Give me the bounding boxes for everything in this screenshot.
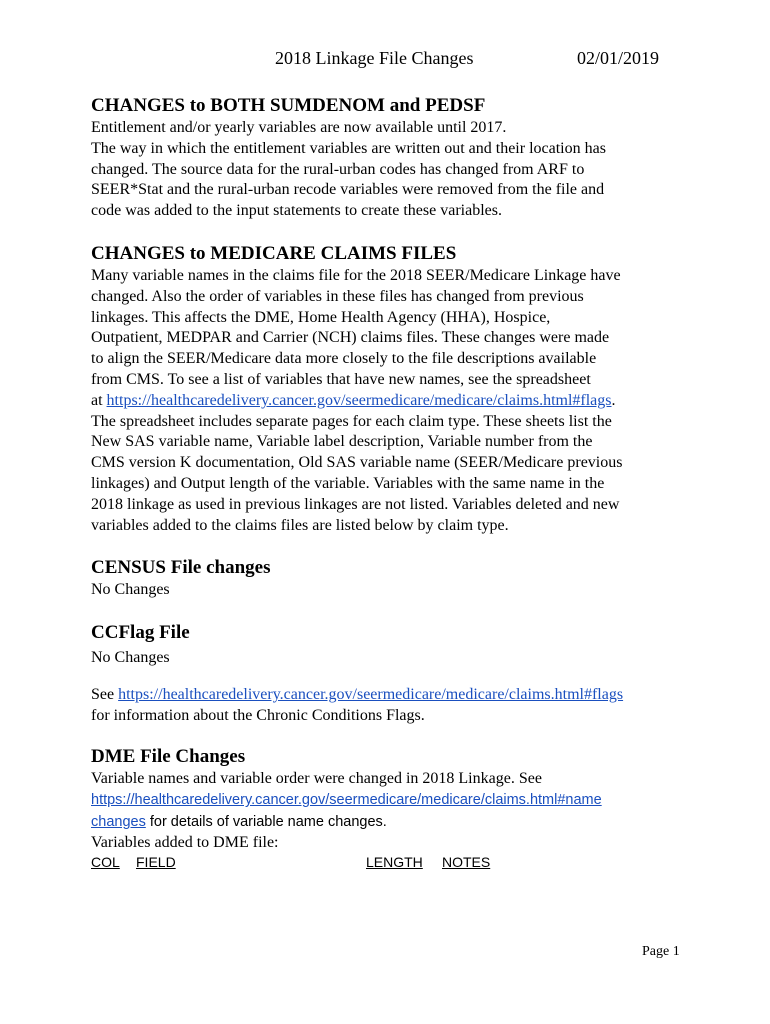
dme-link-line2: [91, 811, 691, 833]
section-heading-medicare: CHANGES to MEDICARE CLAIMS FILES: [91, 242, 457, 264]
paragraph-line: to align the SEER/Medicare data more closely to the file descriptions available: [91, 350, 597, 368]
dme-added-line: Variables added to DME file:: [91, 834, 279, 852]
paragraph-line: 2018 linkage as used in previous linkages are not listed. Variables deleted and new: [91, 495, 620, 513]
paragraph-line: Many variable names in the claims file for the 2018 SEER/Medicare Linkage have: [91, 266, 621, 284]
paragraph-line: CMS version K documentation, Old SAS variable name (SEER/Medicare previous: [91, 454, 623, 472]
col-header-field: FIELD: [136, 854, 176, 871]
link-suffix: .: [611, 391, 616, 409]
col-header-length: LENGTH: [366, 854, 423, 871]
document-date: 02/01/2019: [577, 48, 660, 68]
paragraph-line: linkages) and Output length of the variable. Variables with the same name in the: [91, 474, 605, 492]
dme-text-line: Variable names and variable order were changed in 2018 Linkage. See: [91, 769, 542, 787]
ccflag-info-line: for information about the Chronic Conditions Flags.: [91, 706, 425, 724]
paragraph-line: Entitlement and/or yearly variables are now available until 2017.: [91, 119, 507, 136]
census-text: No Changes: [91, 581, 170, 599]
paragraph-line: code was added to the input statements to create these variables.: [91, 202, 502, 220]
paragraph-line: The spreadsheet includes separate pages for each claim type. These sheets list the: [91, 412, 612, 430]
col-header-col: COL: [91, 854, 120, 871]
spreadsheet-link[interactable]: https://healthcaredelivery.cancer.gov/seermedicare/medicare/claims.html#flags: [106, 391, 612, 409]
ccflag-text: No Changes: [91, 649, 170, 667]
dme-table-header: [91, 854, 691, 874]
document-title: 2018 Linkage File Changes: [275, 48, 474, 68]
paragraph-line-with-link: [91, 391, 691, 412]
col-header-notes: NOTES: [442, 854, 491, 871]
section-heading-ccflag: CCFlag File: [91, 622, 190, 644]
section-heading-dme: DME File Changes: [91, 745, 246, 767]
dme-link-line: [91, 789, 691, 811]
document-body: [91, 94, 691, 874]
chronic-conditions-link[interactable]: https://healthcaredelivery.cancer.gov/seermedicare/medicare/claims.html#flags: [118, 685, 624, 703]
dme-link-suffix: for details of variable name changes.: [145, 814, 387, 831]
paragraph-line: from CMS. To see a list of variables that have new names, see the spreadsheet: [91, 370, 591, 388]
ccflag-see-line: [91, 685, 691, 706]
name-changes-link-part2[interactable]: changes: [91, 814, 146, 831]
paragraph-line: Outpatient, MEDPAR and Carrier (NCH) claims files. These changes were made: [91, 329, 610, 347]
paragraph-line: linkages. This affects the DME, Home Health Agency (HHA), Hospice,: [91, 308, 551, 326]
section-heading-both: CHANGES to BOTH SUMDENOM and PEDSF: [91, 95, 486, 116]
see-prefix: See: [91, 685, 119, 703]
paragraph-line: SEER*Stat and the rural-urban recode variables were removed from the file and: [91, 181, 605, 199]
link-prefix: at: [91, 391, 107, 409]
paragraph-line: variables added to the claims files are listed below by claim type.: [91, 516, 509, 534]
name-changes-link-part1[interactable]: https://healthcaredelivery.cancer.gov/seermedicare/medicare/claims.html#name: [91, 792, 602, 809]
paragraph-line: The way in which the entitlement variables are written out and their location has: [91, 139, 606, 157]
paragraph-line: changed. The source data for the rural-urban codes has changed from ARF to: [91, 160, 585, 178]
paragraph-line: New SAS variable name, Variable label description, Variable number from the: [91, 433, 593, 451]
section-heading-census: CENSUS File changes: [91, 557, 271, 579]
paragraph-line: changed. Also the order of variables in these files has changed from previous: [91, 287, 584, 305]
page-number: Page 1: [642, 944, 680, 959]
